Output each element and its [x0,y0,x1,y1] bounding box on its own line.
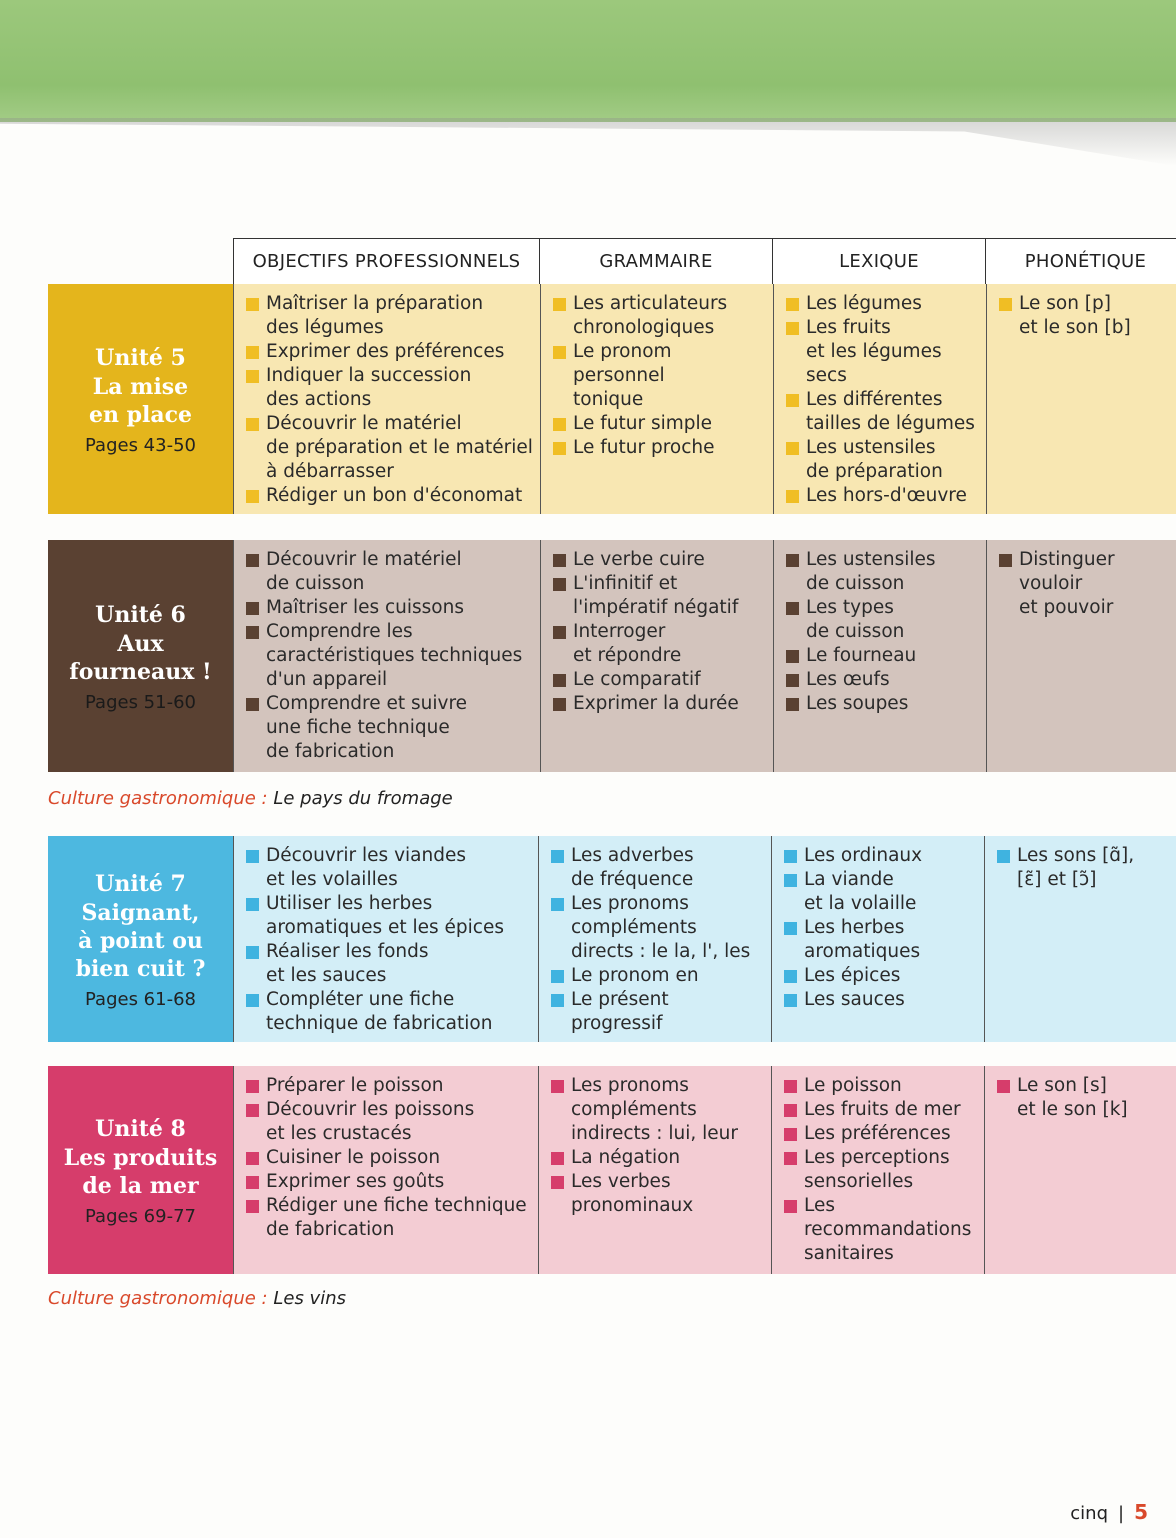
culture-label: Culture gastronomique : [48,1288,268,1309]
bullet-square-icon [246,346,259,359]
list-item [551,1074,765,1146]
bullet-square-icon [784,1128,797,1141]
unit-number: Unité 6 [95,601,186,628]
unit-label-cell [48,1066,233,1274]
unit-row-8 [48,1066,1176,1274]
list-item-text: Découvrir le matériel de cuisson [266,549,462,594]
list-item-text: Maîtriser la préparation des légumes [266,293,484,338]
list-item [246,1170,532,1194]
list-item-text: Les sons [ɑ̃], [ɛ̃] et [ɔ̃] [1017,845,1135,890]
list-item-text: Le futur proche [573,437,715,458]
list-item [784,844,978,868]
list-item-text: Le pronom en [571,965,699,986]
list-item-text: Comprendre les caractéristiques techniques d'un appareil [266,621,523,690]
page-word: cinq [1070,1503,1108,1524]
grammaire-cell [540,284,773,514]
unit-pages: Pages 43-50 [85,434,196,456]
list-item-text: Découvrir le matériel de préparation et le matériel à débarrasser [266,413,533,482]
bullet-square-icon [246,1104,259,1117]
culture-note-1 [48,788,453,809]
bullet-square-icon [553,346,566,359]
header-grammaire: GRAMMAIRE [540,238,773,285]
list-item [246,988,532,1036]
list-item [246,548,534,596]
list-item-text: Le verbe cuire [573,549,705,570]
list-item-text: La négation [571,1147,681,1168]
list-item-text: L'infinitif et l'impératif négatif [573,573,739,618]
grammaire-cell [540,540,773,772]
list-item-text: Le fourneau [806,645,917,666]
bullet-square-icon [246,946,259,959]
bullet-square-icon [786,650,799,663]
unit-title: Aux fourneaux ! [69,630,212,685]
header-phonetique: PHONÉTIQUE [986,238,1176,285]
unit-pages: Pages 69-77 [85,1205,196,1227]
list-item-text: Les ustensiles de préparation [806,437,943,482]
bullet-square-icon [784,994,797,1007]
list-item [553,668,767,692]
bullet-square-icon [246,898,259,911]
unit-number: Unité 8 [95,1115,186,1142]
list-item [999,292,1172,340]
unit-pages: Pages 61-68 [85,988,196,1010]
list-item-text: Le comparatif [573,669,701,690]
grammaire-cell [538,1066,771,1274]
list-item-text: Les légumes [806,293,922,314]
header-lexique: LEXIQUE [773,238,986,285]
list-item [553,548,767,572]
list-item-text: Les œufs [806,669,890,690]
bullet-square-icon [784,922,797,935]
unit-title: Saignant, à point ou bien cuit ? [75,899,206,982]
list-item-text: Les différentes tailles de légumes [806,389,975,434]
list-item-text: Découvrir les viandes et les volailles [266,845,466,890]
list-item-text: Exprimer ses goûts [266,1171,445,1192]
list-item [246,292,534,340]
list-item-text: Le présent progressif [571,989,669,1034]
culture-note-2 [48,1288,346,1309]
unit-title: Les produits de la mer [63,1144,218,1199]
list-item-text: Réaliser les fonds et les sauces [266,941,429,986]
phonetique-cell [986,540,1176,772]
list-item [551,844,765,892]
list-item [246,412,534,484]
list-item-text: Les verbes pronominaux [571,1171,694,1216]
unit-label-cell [48,836,233,1042]
list-item-text: Les herbes aromatiques [804,917,921,962]
bullet-square-icon [786,602,799,615]
list-item-text: Le poisson [804,1075,902,1096]
bullet-square-icon [551,970,564,983]
list-item-text: Cuisiner le poisson [266,1147,441,1168]
list-item [553,620,767,668]
bullet-square-icon [786,442,799,455]
list-item-text: Compléter une fiche technique de fabrication [266,989,493,1034]
list-item-text: Interroger et répondre [573,621,682,666]
list-item [246,1098,532,1146]
list-item [246,692,534,764]
bullet-square-icon [246,698,259,711]
list-item [246,892,532,940]
list-item-text: Les épices [804,965,901,986]
bullet-square-icon [999,554,1012,567]
unit-row-6 [48,540,1176,772]
list-item [551,1146,765,1170]
list-item [786,644,980,668]
unit-row-7 [48,836,1176,1042]
list-item [551,964,765,988]
header-objectifs: OBJECTIFS PROFESSIONNELS [233,238,540,285]
bullet-square-icon [246,418,259,431]
list-item-text: Maîtriser les cuissons [266,597,464,618]
list-item [246,1146,532,1170]
list-item [786,668,980,692]
bullet-square-icon [553,626,566,639]
list-item [551,892,765,964]
list-item [786,436,980,484]
list-item [786,596,980,644]
bullet-square-icon [784,850,797,863]
list-item-text: Les types de cuisson [806,597,905,642]
list-item-text: Comprendre et suivre une fiche technique de fabrication [266,693,468,762]
list-item-text: Les ordinaux [804,845,923,866]
list-item [553,340,767,412]
unit-pages: Pages 51-60 [85,691,196,713]
objectifs-cell [233,836,538,1042]
list-item [784,1098,978,1122]
list-item [784,868,978,916]
bullet-square-icon [997,1080,1010,1093]
bullet-square-icon [786,322,799,335]
list-item-text: Les fruits et les légumes secs [806,317,942,386]
bullet-square-icon [784,1104,797,1117]
bullet-square-icon [784,970,797,983]
bullet-square-icon [246,298,259,311]
bullet-square-icon [246,626,259,639]
bullet-square-icon [246,490,259,503]
list-item-text: Rédiger une fiche technique de fabrication [266,1195,527,1240]
list-item-text: Les adverbes de fréquence [571,845,694,890]
list-item-text: Le son [s] et le son [k] [1017,1075,1128,1120]
bullet-square-icon [246,1152,259,1165]
list-item [784,916,978,964]
objectifs-cell [233,284,540,514]
bullet-square-icon [786,674,799,687]
bullet-square-icon [551,1152,564,1165]
list-item [786,316,980,388]
list-item [246,484,534,508]
bullet-square-icon [553,698,566,711]
list-item [786,484,980,508]
objectifs-cell [233,540,540,772]
culture-label: Culture gastronomique : [48,788,268,809]
bullet-square-icon [786,298,799,311]
list-item-text: Rédiger un bon d'économat [266,485,523,506]
list-item-text: Les ustensiles de cuisson [806,549,936,594]
list-item [786,548,980,596]
unit-title: La mise en place [88,373,193,428]
list-item [246,596,534,620]
objectifs-cell [233,1066,538,1274]
list-item [553,572,767,620]
list-item [786,692,980,716]
top-shadow [0,118,1176,166]
bullet-square-icon [551,994,564,1007]
list-item-text: Les sauces [804,989,905,1010]
unit-number: Unité 7 [95,870,186,897]
list-item [246,340,534,364]
list-item [786,292,980,316]
bullet-square-icon [246,370,259,383]
bullet-square-icon [553,418,566,431]
bullet-square-icon [246,1200,259,1213]
bullet-square-icon [551,898,564,911]
list-item [997,1074,1174,1122]
list-item [997,844,1170,892]
bullet-square-icon [246,850,259,863]
bullet-square-icon [784,1080,797,1093]
list-item-text: Le futur simple [573,413,713,434]
list-item [784,1146,978,1194]
list-item-text: Les soupes [806,693,909,714]
list-item-text: Exprimer la durée [573,693,739,714]
list-item [999,548,1172,620]
grammaire-cell [538,836,771,1042]
list-item-text: Découvrir les poissons et les crustacés [266,1099,475,1144]
footer-separator: | [1118,1503,1125,1524]
list-item [553,292,767,340]
unit-number: Unité 5 [95,344,186,371]
top-color-band [0,0,1176,122]
list-item-text: Les fruits de mer [804,1099,961,1120]
bullet-square-icon [246,1176,259,1189]
bullet-square-icon [997,850,1010,863]
list-item-text: Les articulateurs chronologiques [573,293,728,338]
list-item-text: Les recommandations sanitaires [804,1195,972,1264]
bullet-square-icon [246,554,259,567]
culture-text: Les vins [273,1288,346,1309]
bullet-square-icon [246,602,259,615]
bullet-square-icon [553,442,566,455]
list-item [784,964,978,988]
lexique-cell [773,540,986,772]
phonetique-cell [984,836,1176,1042]
list-item-text: Les pronoms compléments directs : le la, l', les [571,893,751,962]
bullet-square-icon [786,394,799,407]
list-item-text: Les préférences [804,1123,951,1144]
list-item [784,988,978,1012]
bullet-square-icon [553,554,566,567]
bullet-square-icon [553,578,566,591]
list-item-text: Le son [p] et le son [b] [1019,293,1131,338]
list-item-text: Les pronoms compléments indirects : lui, leur [571,1075,739,1144]
unit-label-cell [48,540,233,772]
list-item-text: Préparer le poisson [266,1075,444,1096]
bullet-square-icon [551,1080,564,1093]
list-item [551,1170,765,1218]
list-item-text: Utiliser les herbes aromatiques et les épices [266,893,504,938]
bullet-square-icon [551,1176,564,1189]
page-number: 5 [1134,1500,1148,1524]
bullet-square-icon [784,874,797,887]
list-item [246,620,534,692]
list-item [246,364,534,412]
bullet-square-icon [246,1080,259,1093]
unit-row-5 [48,284,1176,514]
bullet-square-icon [553,298,566,311]
list-item-text: Exprimer des préférences [266,341,505,362]
list-item [246,1074,532,1098]
list-item [553,436,767,460]
phonetique-cell [984,1066,1176,1274]
bullet-square-icon [786,554,799,567]
list-item [553,412,767,436]
table-header [233,238,1176,285]
bullet-square-icon [551,850,564,863]
list-item-text: Le pronom personnel tonique [573,341,672,410]
list-item [786,388,980,436]
list-item [784,1074,978,1098]
list-item [784,1122,978,1146]
culture-text: Le pays du fromage [273,788,453,809]
bullet-square-icon [784,1200,797,1213]
lexique-cell [771,1066,984,1274]
bullet-square-icon [786,698,799,711]
bullet-square-icon [999,298,1012,311]
bullet-square-icon [784,1152,797,1165]
list-item [553,692,767,716]
bullet-square-icon [553,674,566,687]
list-item [246,844,532,892]
list-item [246,940,532,988]
list-item-text: Distinguer vouloir et pouvoir [1019,549,1115,618]
list-item-text: La viande et la volaille [804,869,917,914]
bullet-square-icon [246,994,259,1007]
lexique-cell [773,284,986,514]
lexique-cell [771,836,984,1042]
bullet-square-icon [786,490,799,503]
unit-label-cell [48,284,233,514]
page-footer [1070,1500,1148,1524]
phonetique-cell [986,284,1176,514]
list-item-text: Les hors-d'œuvre [806,485,967,506]
list-item [784,1194,978,1266]
list-item-text: Indiquer la succession des actions [266,365,472,410]
list-item [551,988,765,1036]
list-item [246,1194,532,1242]
list-item-text: Les perceptions sensorielles [804,1147,950,1192]
